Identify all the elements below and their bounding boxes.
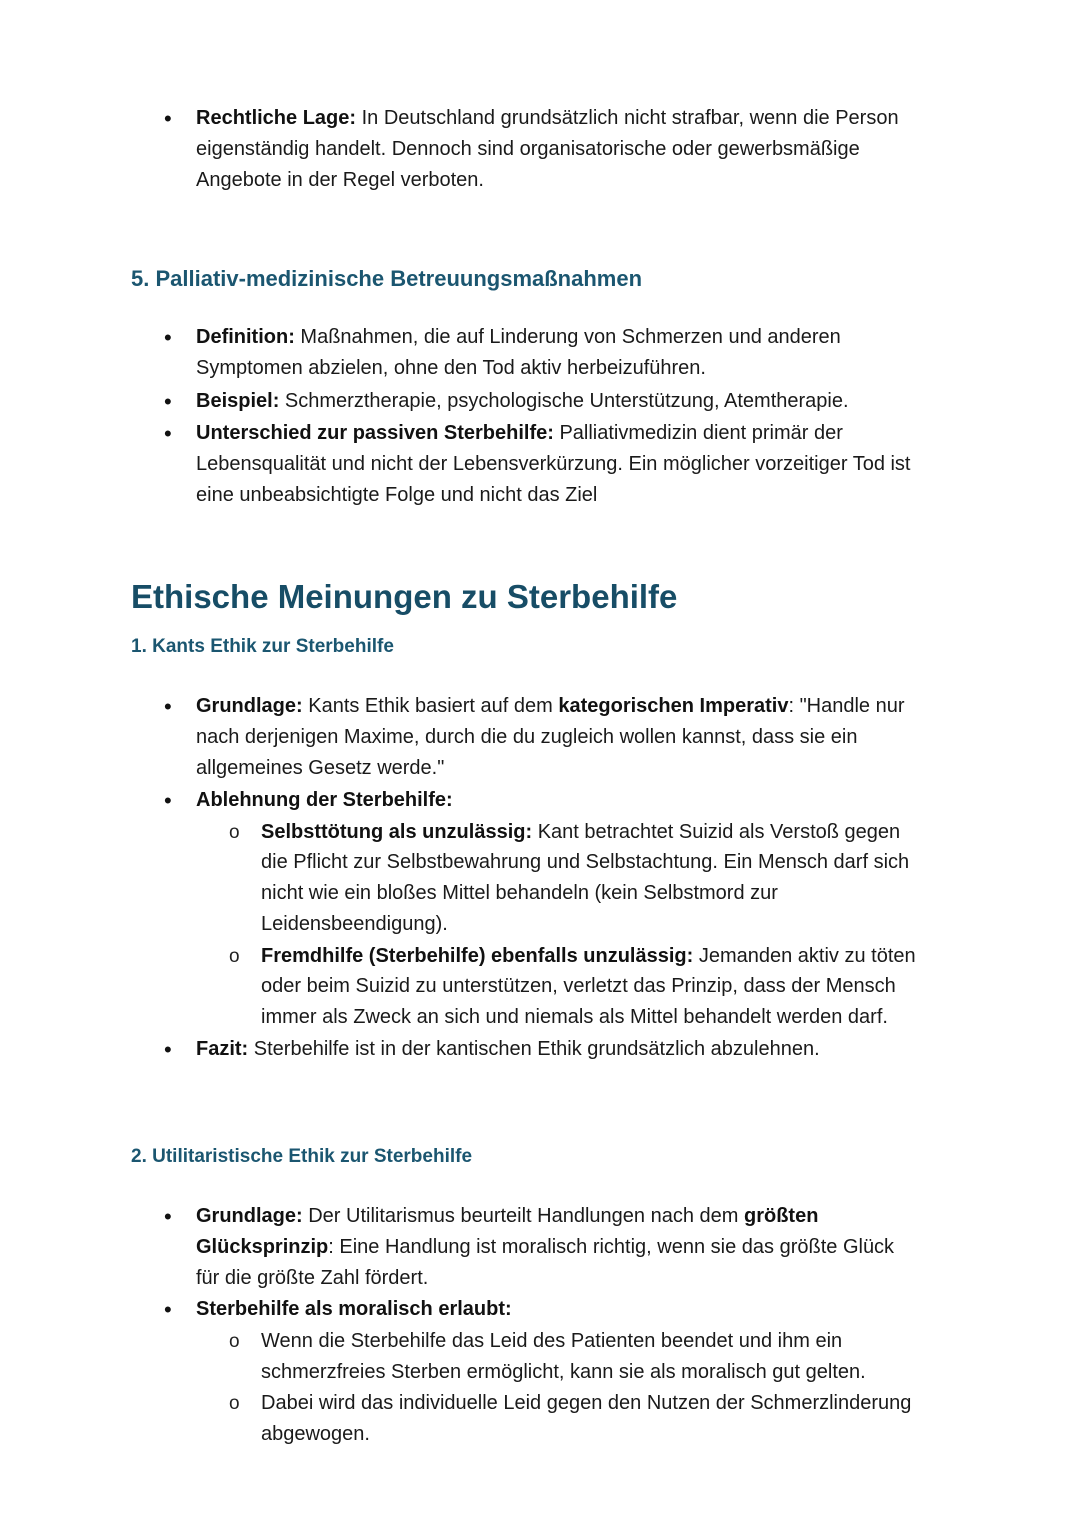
- text-line: [196, 418, 843, 449]
- bold-label: Ablehnung der Sterbehilfe:: [196, 789, 453, 811]
- text-run: Maßnahmen, die auf Linderung von Schmerzen und anderen: [294, 326, 841, 348]
- section-heading: 1. Kants Ethik zur Sterbehilfe: [131, 636, 394, 657]
- text-line: Wenn die Sterbehilfe das Leid des Patienten beendet und ihm ein: [261, 1330, 843, 1352]
- text-line: eine unbeabsichtigte Folge und nicht das Ziel: [196, 484, 598, 506]
- bold-label: Rechtliche Lage:: [196, 107, 357, 129]
- bullet-icon: •: [164, 1037, 172, 1062]
- text-line: [196, 691, 905, 722]
- bold-label: Fremdhilfe (Sterbehilfe) ebenfalls unzulässig:: [261, 945, 694, 967]
- text-line: nicht wie ein bloßes Mittel behandeln (kein Selbstmord zur: [261, 882, 778, 904]
- text-run: Sterbehilfe ist in der kantischen Ethik grundsätzlich abzulehnen.: [248, 1038, 820, 1060]
- text-line: Dabei wird das individuelle Leid gegen den Nutzen der Schmerzlinderung: [261, 1392, 912, 1414]
- text-line: [196, 103, 899, 134]
- text-line: Lebensqualität und nicht der Lebensverkürzung. Ein möglicher vorzeitiger Tod ist: [196, 453, 911, 475]
- bold-term: größten: [744, 1205, 819, 1227]
- bullet-icon: •: [164, 1297, 172, 1322]
- section-heading: 2. Utilitaristische Ethik zur Sterbehilfe: [131, 1146, 473, 1167]
- bullet-icon: •: [164, 1204, 172, 1229]
- text-line: nach derjenigen Maxime, durch die du zugleich wollen kannst, dass sie ein: [196, 726, 858, 748]
- text-line: [261, 817, 900, 848]
- bold-label: Unterschied zur passiven Sterbehilfe:: [196, 422, 554, 444]
- text-run: : "Handle nur: [788, 695, 905, 717]
- page-heading: Ethische Meinungen zu Sterbehilfe: [131, 578, 678, 615]
- bold-label: Fazit:: [196, 1038, 249, 1060]
- text-line: [196, 1034, 820, 1065]
- circle-bullet-icon: o: [229, 1331, 240, 1352]
- text-run: : Eine Handlung ist moralisch richtig, wenn sie das größte Glück: [328, 1236, 895, 1258]
- bullet-icon: •: [164, 325, 172, 350]
- text-line: [196, 322, 841, 353]
- text-line: [196, 785, 453, 816]
- bullet-icon: •: [164, 421, 172, 446]
- text-line: [261, 941, 916, 972]
- text-line: schmerzfreies Sterben ermöglicht, kann sie als moralisch gut gelten.: [261, 1361, 866, 1383]
- text-run: Kant betrachtet Suizid als Verstoß gegen: [532, 821, 901, 843]
- text-line: [196, 386, 849, 417]
- text-line: abgewogen.: [261, 1423, 370, 1445]
- circle-bullet-icon: o: [229, 946, 240, 967]
- text-run: Kants Ethik basiert auf dem: [302, 695, 559, 717]
- circle-bullet-icon: o: [229, 1393, 240, 1414]
- bold-label: Definition:: [196, 326, 295, 348]
- text-line: eigenständig handelt. Dennoch sind organisatorische oder gewerbsmäßige: [196, 138, 860, 160]
- bullet-icon: •: [164, 389, 172, 414]
- bullet-icon: •: [164, 788, 172, 813]
- text-run: Palliativmedizin dient primär der: [553, 422, 843, 444]
- text-line: allgemeines Gesetz werde.": [196, 757, 445, 779]
- circle-bullet-icon: o: [229, 822, 240, 843]
- text-run: Der Utilitarismus beurteilt Handlungen nach dem: [302, 1205, 744, 1227]
- text-line: [196, 1294, 512, 1325]
- section-heading: 5. Palliativ-medizinische Betreuungsmaßnahmen: [131, 266, 643, 291]
- text-run: In Deutschland grundsätzlich nicht strafbar, wenn die Person: [356, 107, 899, 129]
- bullet-icon: •: [164, 106, 172, 131]
- text-line: [196, 1232, 894, 1263]
- text-line: Symptomen abzielen, ohne den Tod aktiv herbeizuführen.: [196, 357, 706, 379]
- text-run: Jemanden aktiv zu töten: [693, 945, 916, 967]
- bold-label: Grundlage:: [196, 695, 303, 717]
- bold-term: Glücksprinzip: [196, 1236, 329, 1258]
- bold-label: Beispiel:: [196, 390, 280, 412]
- text-line: oder beim Suizid zu unterstützen, verletzt das Prinzip, dass der Mensch: [261, 975, 896, 997]
- text-line: Leidensbeendigung).: [261, 913, 448, 935]
- text-line: [196, 1201, 818, 1232]
- bold-term: kategorischen Imperativ: [558, 695, 789, 717]
- bullet-icon: •: [164, 694, 172, 719]
- bold-label: Selbsttötung als unzulässig:: [261, 821, 533, 843]
- text-run: Schmerztherapie, psychologische Unterstützung, Atemtherapie.: [279, 390, 849, 412]
- bold-label: Sterbehilfe als moralisch erlaubt:: [196, 1298, 512, 1320]
- text-line: für die größte Zahl fördert.: [196, 1267, 429, 1289]
- text-line: Angebote in der Regel verboten.: [196, 169, 484, 191]
- bold-label: Grundlage:: [196, 1205, 303, 1227]
- text-line: immer als Zweck an sich und niemals als Mittel behandelt werden darf.: [261, 1006, 888, 1028]
- text-line: die Pflicht zur Selbstbewahrung und Selbstachtung. Ein Mensch darf sich: [261, 851, 910, 873]
